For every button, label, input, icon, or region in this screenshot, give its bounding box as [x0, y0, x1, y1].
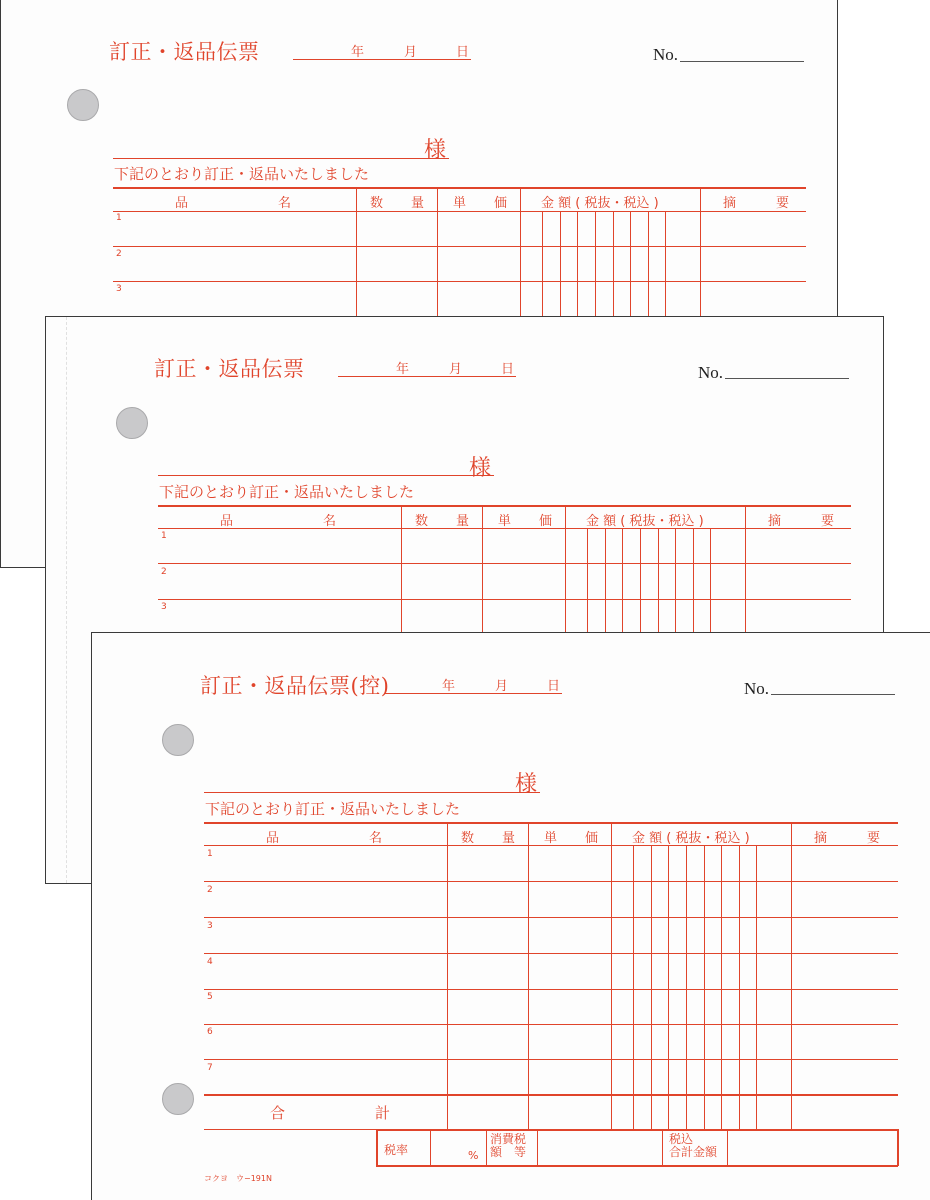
form-rule	[756, 845, 757, 1129]
form-title: 訂正・返品伝票(控)	[200, 674, 390, 698]
form-rule	[204, 1059, 898, 1060]
form-title: 訂正・返品伝票	[109, 40, 260, 64]
form-rule	[158, 563, 851, 564]
form-rule	[376, 1129, 378, 1166]
form-rule	[739, 845, 740, 1129]
col-amount: 金 額 ( 税抜・税込 )	[541, 196, 659, 211]
col-price: 単	[498, 514, 512, 529]
form-label: 価	[539, 514, 553, 529]
form-rule	[204, 1094, 898, 1096]
row-number: 7	[207, 1063, 213, 1073]
form-label: 計	[375, 1104, 391, 1122]
form-rule	[204, 822, 898, 824]
form-rule	[204, 917, 898, 918]
form-rule	[727, 1129, 728, 1166]
row-number: 2	[207, 885, 213, 895]
form-label: 量	[456, 514, 470, 529]
form-label: 価	[585, 831, 599, 846]
punch-hole-icon	[162, 1083, 194, 1115]
form-rule	[204, 953, 898, 954]
col-amount: 金 額 ( 税抜・税込 )	[632, 831, 750, 846]
form-rule	[791, 822, 792, 1129]
col-price: 単	[544, 831, 558, 846]
date-month-label: 月	[495, 679, 509, 694]
number-label: No.	[698, 363, 724, 382]
form-rule	[113, 211, 806, 212]
row-number: 1	[207, 849, 213, 859]
form-label: 名	[278, 196, 292, 211]
row-number: 1	[161, 531, 167, 541]
form-label: 要	[867, 831, 881, 846]
form-rule	[158, 599, 851, 600]
product-code: コクヨ ウ−191N	[204, 1174, 272, 1183]
date-year-label: 年	[351, 45, 365, 60]
date-year-label: 年	[442, 679, 456, 694]
tax-amount-label: 消費税 額 等	[490, 1132, 527, 1159]
punch-hole-icon	[116, 407, 148, 439]
form-rule	[721, 845, 722, 1129]
form-rule	[662, 1129, 663, 1166]
row-number: 6	[207, 1027, 213, 1037]
form-sheet-stub	[91, 632, 930, 1200]
form-rule	[680, 61, 804, 62]
form-label: 量	[502, 831, 516, 846]
date-month-label: 月	[449, 362, 463, 377]
form-label: 量	[411, 196, 425, 211]
form-rule	[113, 281, 806, 282]
form-rule	[204, 881, 898, 882]
customer-suffix: 様	[424, 138, 447, 163]
date-day-label: 日	[547, 679, 561, 694]
col-memo: 摘	[723, 196, 737, 211]
total-label: 合	[270, 1104, 286, 1122]
customer-suffix: 様	[515, 772, 538, 797]
form-label: 価	[494, 196, 508, 211]
form-rule	[447, 822, 448, 1129]
form-rule	[725, 378, 849, 379]
form-title: 訂正・返品伝票	[154, 357, 305, 381]
col-qty: 数	[461, 831, 475, 846]
form-rule	[486, 1129, 487, 1166]
notice-text: 下記のとおり訂正・返品いたしました	[114, 165, 370, 183]
form-rule	[376, 1165, 898, 1167]
col-qty: 数	[370, 196, 384, 211]
form-rule	[668, 845, 669, 1129]
percent-sign: %	[468, 1149, 479, 1162]
form-rule	[204, 989, 898, 990]
form-rule	[651, 845, 652, 1129]
row-number: 2	[116, 249, 122, 259]
row-number: 3	[207, 921, 213, 931]
form-rule	[611, 822, 612, 1129]
tax-rate-label: 税率	[384, 1143, 409, 1157]
punch-hole-icon	[162, 724, 194, 756]
form-rule	[113, 158, 449, 159]
row-number: 2	[161, 567, 167, 577]
form-rule	[704, 845, 705, 1129]
col-memo: 摘	[814, 831, 828, 846]
form-rule	[376, 1129, 898, 1131]
date-year-label: 年	[396, 362, 410, 377]
form-label: 名	[369, 831, 383, 846]
number-label: No.	[653, 45, 679, 64]
form-rule	[293, 59, 471, 60]
form-rule	[686, 845, 687, 1129]
form-rule	[158, 475, 494, 476]
col-amount: 金 額 ( 税抜・税込 )	[586, 514, 704, 529]
col-item: 品	[266, 831, 280, 846]
form-rule	[384, 693, 562, 694]
form-rule	[204, 1024, 898, 1025]
notice-text: 下記のとおり訂正・返品いたしました	[205, 800, 461, 818]
row-number: 4	[207, 957, 213, 967]
row-number: 1	[116, 213, 122, 223]
row-number: 3	[116, 284, 122, 294]
date-month-label: 月	[404, 45, 418, 60]
col-item: 品	[220, 514, 234, 529]
notice-text: 下記のとおり訂正・返品いたしました	[159, 483, 415, 501]
form-rule	[537, 1129, 538, 1166]
form-label: 名	[323, 514, 337, 529]
form-rule	[204, 792, 540, 793]
form-rule	[338, 376, 516, 377]
form-label: 要	[776, 196, 790, 211]
col-item: 品	[175, 196, 189, 211]
form-rule	[633, 845, 634, 1129]
form-rule	[771, 694, 895, 695]
grand-total-label: 税込 合計金額	[669, 1132, 718, 1159]
col-price: 単	[453, 196, 467, 211]
date-day-label: 日	[456, 45, 470, 60]
customer-suffix: 様	[469, 456, 492, 481]
form-rule	[528, 822, 529, 1129]
punch-hole-icon	[67, 89, 99, 121]
form-label: 要	[821, 514, 835, 529]
date-day-label: 日	[501, 362, 515, 377]
form-rule	[158, 505, 851, 507]
row-number: 5	[207, 992, 213, 1002]
form-rule	[897, 1129, 899, 1166]
form-rule	[66, 317, 67, 883]
form-rule	[113, 187, 806, 189]
col-qty: 数	[415, 514, 429, 529]
row-number: 3	[161, 602, 167, 612]
col-memo: 摘	[768, 514, 782, 529]
number-label: No.	[744, 679, 770, 698]
form-rule	[113, 246, 806, 247]
form-rule	[430, 1129, 431, 1166]
